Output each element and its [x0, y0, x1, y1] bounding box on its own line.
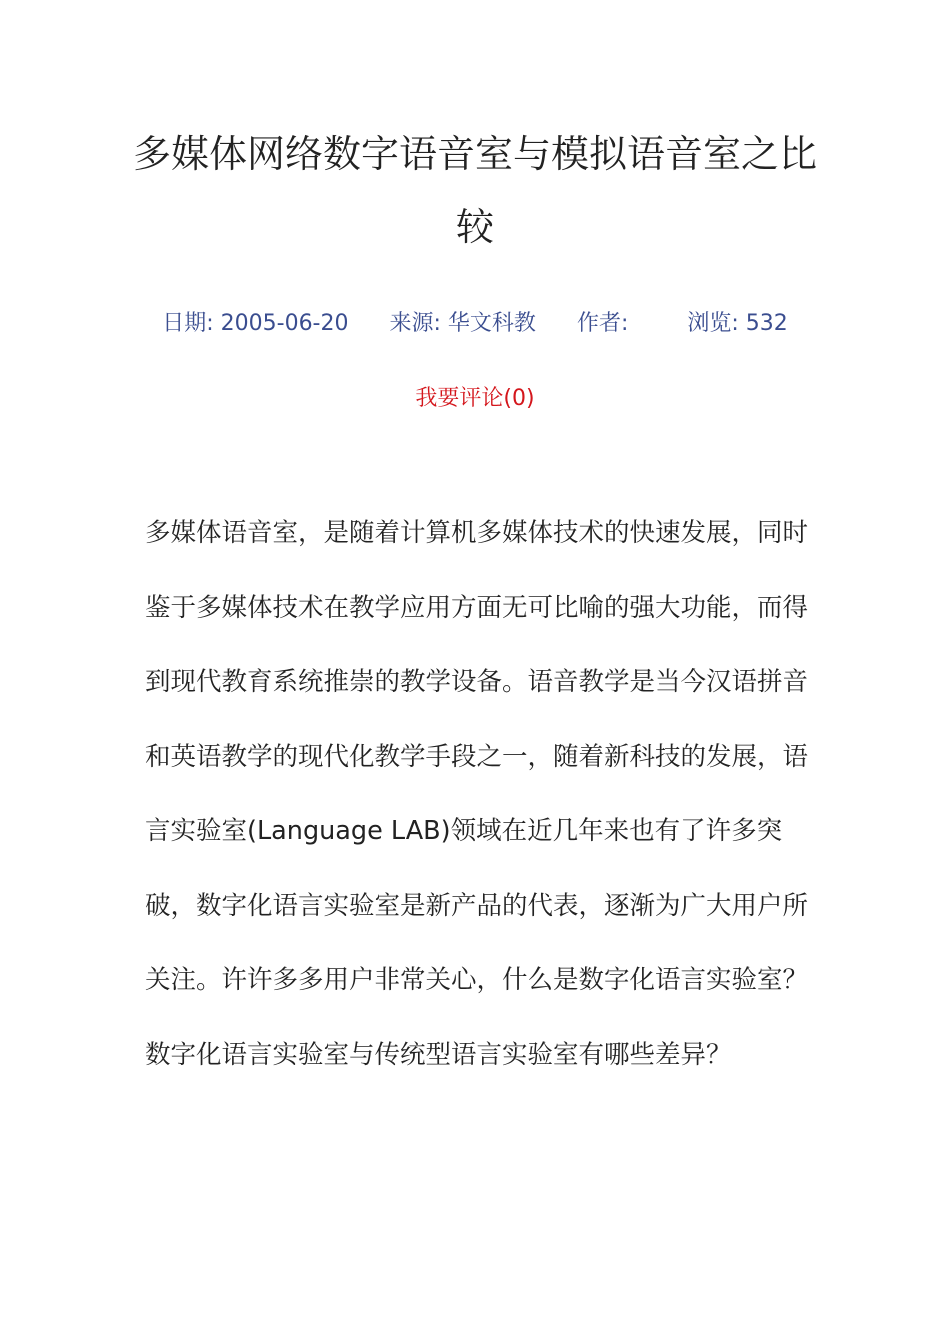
- meta-author: [577, 306, 646, 342]
- meta-views-value: 532: [745, 311, 788, 336]
- article-meta: [0, 306, 950, 342]
- meta-date-label: 日期:: [162, 311, 214, 336]
- meta-views-label: 浏览:: [687, 311, 739, 336]
- meta-date: [162, 306, 348, 342]
- meta-source-label: 来源:: [389, 311, 441, 336]
- meta-date-value: 2005-06-20: [220, 311, 349, 336]
- article-body: 多媒体语音室，是随着计算机多媒体技术的快速发展，同时鉴于多媒体技术在教学应用方面无可比喻的强大功能，而得到现代教育系统推崇的教学设备。语音教学是当今汉语拼音和英语教学的现代化教学手段之一，随着新科技的发展，语言实验室(Language LAB)领域在近几年来也有了许多突破，数字化语言实验室是新产品的代表，逐渐为广大用户所关注。许许多多用户非常关心，什么是数字化语言实验室？数字化语言实验室与传统型语言实验室有哪些差异？: [145, 518, 809, 1070]
- article-title: 多媒体网络数字语音室与模拟语音室之比较: [132, 132, 817, 249]
- meta-views: [687, 306, 787, 342]
- comment-link[interactable]: 我要评论(0): [415, 386, 535, 411]
- meta-source: [390, 306, 536, 342]
- meta-source-value: 华文科教: [447, 311, 536, 336]
- meta-author-label: 作者:: [576, 311, 629, 336]
